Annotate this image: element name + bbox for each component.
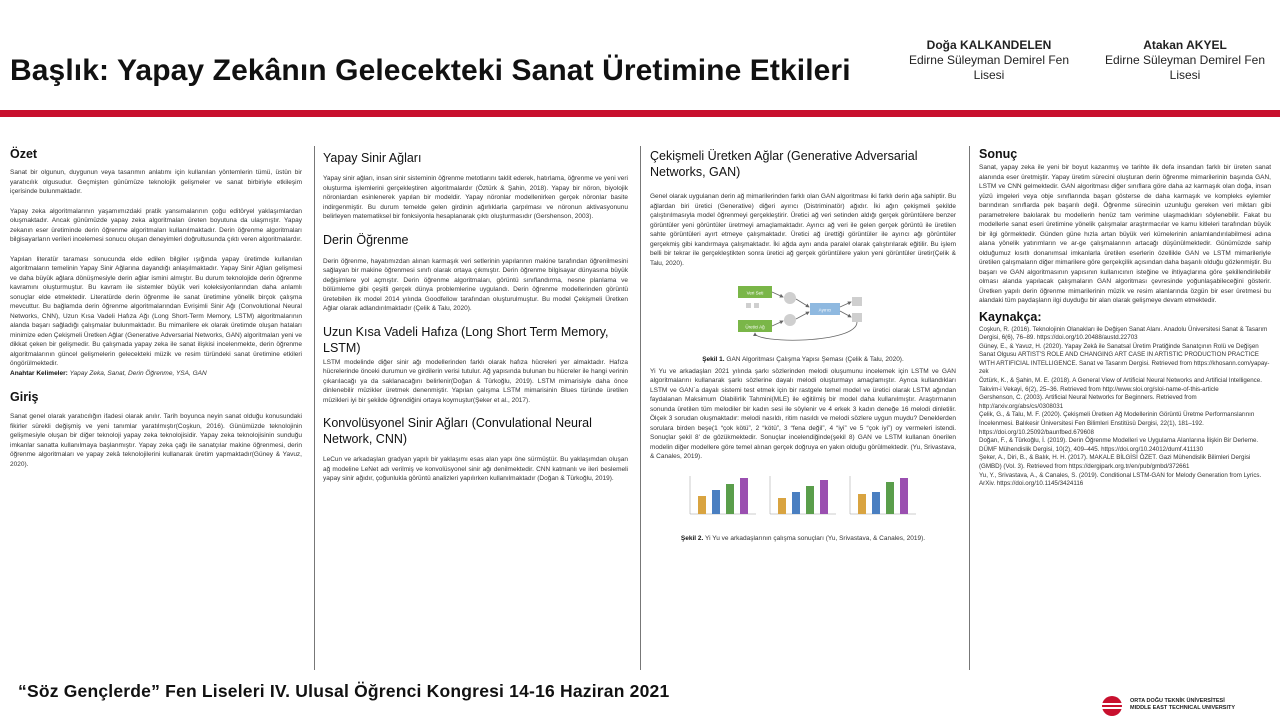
results-chart-3 (850, 476, 916, 514)
metu-logo-icon (1098, 694, 1126, 718)
reference-item: Gershenson, C. (2003). Artificial Neural Networks for Beginners. Retrieved from http://arxiv.org/abs/cs/0308031 (979, 394, 1197, 410)
intro-paragraph: Sanat genel olarak yaratıcılığın ifadesi olarak anılır. Tarih boyunca neyin sanat olduğu konusundaki fikirler sürekli değişmiş ve yeni tanımlar yaratılmıştır(Coşkun, 2016). Günümüzde teknolojinin gelişmesiyle oluşan bir diğer teknoloji yapay zeka teknolojisidir. Yapay zeka teknolojisinin sunduğu imkanlar sanatta kullanılmaya başlanmıştır. Yapay zeka çağı ile sanatçılar makine öğrenmesi, derin öğrenme algoritmaları ve yapay zekâ teknolojilerini kullanarak üretim yapmaktadır(Güney & Yavuz, 2020). (10, 413, 302, 468)
gan-diagram (650, 276, 956, 352)
header-divider-bar (0, 110, 1280, 117)
poster-title: Başlık: Yapay Zekânın Gelecekteki Sanat Üretimine Etkileri (10, 54, 851, 87)
section-heading-ozet: Özet (10, 147, 38, 161)
lstm-paragraph: LSTM modelinde diğer sinir ağı modellerinden farklı olarak hafıza hücreleri yer almaktadır. Hafıza hücrelerinde önceki durumun ve girdilerin verisi tutulur. Ağ yapısında bulunan bu hücreler ile hangi verinin çıkarılacağı ya da saklanacağını belirlenir(Doğan & Türkoğlu, 2019). LSTM mimarisiyle daha önce dinlenebilir müzikler üretmek denenmiştir. Yapılan çalışma LSTM mimarisinin Blues türünde üretilen müzikleri iyi bir şekilde öğrendiğini ortaya koymuştur(Şeker et al., 2017). (323, 358, 628, 404)
veri-seti-label: Veri Seti (746, 290, 764, 296)
ayirici-label: Ayırıcı (818, 307, 832, 313)
figure-2-caption-label: Şekil 2. (680, 534, 704, 542)
abstract-paragraph: Yapay zeka algoritmalarının yaşamımızdaki pratik yansımalarının çoğu editöryel yaklaşımlardan oluşmaktadır. Ancak günümüzde yapay zeka algoritmaları üreten boyutuna da ulaşmıştır. Yapay zekanın eser üretiminde derin öğrenme algoritmaları kullanılmaktadır. Derin öğrenme algoritmaları bilgisayarların verileri incelemesi sonucu oluşan deneyimleri doğrultusunda çıktı veren algoritmalardır. (10, 207, 302, 243)
abstract-paragraph: Sanat bir olgunun, duygunun veya tasarımın anlatımı için kullanılan yöntemlerin tümü, üstün bir yaratıcılık olgusudur. Geçmişten günümüze teknolojik gelişmeler ve sanat birbiriyle etkileşim içerisinde bulunmaktadır. (10, 169, 302, 195)
derin-ogrenme-paragraph: Derin öğrenme, hayatımızdan alınan karmaşık veri setlerinin yapılarının makine tarafından öğrenilmesini sağlayan bir makine öğrenmesi sınıfı olarak ortaya çıkmıştır. Derin öğrenme bilgisayar dünyasına büyük değişimlere yol açmıştır. Derin öğrenme algoritmaları, görüntü sınıflandırma, nesne planlama ve bölümleme gibi çeşitli gerçek dünya problemlerine uygulandı. Derin öğrenme modellerinden görüntü üretebilen ilk model 2014 yılında Goodfellow tarafından oluşturulmuştur. Bu model Çekişmeli Üretken Ağlar olarak adlandırılmaktadır (Çelik & Talu, 2020). (323, 257, 628, 312)
output-real (852, 297, 862, 306)
author-1-name: Doğa KALKANDELEN (926, 38, 1052, 52)
results-chart-1 (690, 476, 756, 514)
sonuc-paragraph: Sanat, yapay zeka ile yeni bir boyut kazanmış ve tarihte ilk defa insandan farklı bir üreten sanat alanında eser üretmiştir. Yapay üretim sürecini oluşturan derin öğrenme mimarilerinin başında GAN, LSTM ve CNN gelmektedir. GAN algoritması diğer sınıflara göre daha az karmaşık olan doğa, insan yüzü imgeleri veya obje sınıflarında başarı gösterse de daha karmaşık ve kompleks eylemler barındıran sınıflarda pek başarılı değil. Öğrenme sürecinin uzunluğu gereken veri miktarı gibi parametrelere bakılarak bu modellerin henüz tam verimine ulaşmadıkları söylenebilir. Fakat bu modellerle sanat eseri üretimine yönelik çalışmalar araştırmacılar ve kamu kitleleri tarafından büyük bir ilgi görmektedir. Günden güne hızla artan büyük veri kümelerinin anlamlandırılabilmesi adına alana yönelik yatırımların ve ar-ge çalışmalarının artacağı düşünülmektedir. Günümüzde sahip olduğumuz kısıtlı donanımsal imkanlarla üretilen eserlerin özellikle GAN ve LSTM mimarileriyle üretilen çalışmaların diğer mimarilere göre gerçekçilik açısından daha başarılı olduğu gözlenmiştir. Bu başarı ve GAN algoritmasının yapısının kullanıcının isteğine ve ihtiyaçlarına göre şekillendirilebilir olması alanda yapılacak çalışmaların GAN algoritması çevresinde yoğunlaşabileceğini gösterir. Üretken yapılı derin öğrenme mimarilerinin müzik ve resim alanlarında özgün bir eser üretmesi bu alandaki tüm paydaşların ilgi duyduğu bir alan olarak gelişmeye devam etmektedir. (979, 164, 1271, 304)
results-figure (650, 468, 956, 532)
figure-1-caption (650, 355, 956, 365)
section-heading-giris: Giriş (10, 390, 39, 404)
keywords-label: Anahtar Kelimeler: (10, 369, 68, 377)
logo-line-1: ORTA DOĞU TEKNİK ÜNİVERSİTESİ (1130, 698, 1225, 704)
keywords (10, 369, 302, 379)
fake-image-node (784, 314, 796, 326)
reference-item: Doğan, F., & Türkoğlu, İ. (2019). Derin Öğrenme Modelleri ve Uygulama Alanlarına İlişkin Bir Derleme. DÜMF Mühendislik Dergisi, 10(2), 409–445. https://doi.org/10.24012/dumf.411130 (979, 437, 1259, 453)
author-1-affiliation: Edirne Süleyman Demirel Fen (908, 53, 1070, 67)
reference-item: Coşkun, R. (2016). Teknolojinin Olanakları ile Değişen Sanat Alanı. Anadolu Üniversitesi Sanat & Tasarım Dergisi, 6(6), 76–89. https://doi.org/10.20488/austd.22703 (979, 325, 1268, 342)
reference-item: Şeker, A., Diri, B., & Balık, H. H. (2017). MAKALE BİLGİSİ ÖZET. Gazi Mühendislik Bilimleri Dergisi (GMBD) (Vol. 3). Retrieved from https://dergipark.org.tr/en/pub/gmbd/372661 (979, 454, 1251, 470)
reference-item: Güney, E., & Yavuz, H. (2020). Yapay Zekâ ile Sanatsal Üretim Pratiğinde Sanatçının Rolü ve Değişen Sanat Olgusu ARTIST'S ROLE AND CHANGING ART CASE IN ARTISTIC PRODUCTION PRACTICE WITH ARTIFICIAL INTELLIGENCE. Sanat ve Tasarım Dergisi. Retrieved from https://khosann.com/yapay-zek (979, 342, 1270, 376)
figure-1-caption-text: GAN Algoritması Çalışma Yapısı Şeması (Çelik & Talu, 2020). (726, 356, 904, 363)
real-image-node (784, 292, 796, 304)
column-3 (650, 148, 956, 673)
results-chart-2 (770, 476, 836, 514)
section-heading-gan: Çekişmeli Üretken Ağlar (Generative Adversarial Networks, GAN) (650, 149, 918, 179)
reference-item: Yu, Y., Srivastava, A., & Canales, S. (2019). Conditional LSTM-GAN for Melody Generation from Lyrics. ArXiv. https://doi.org/10.1145/3424116 (979, 471, 1262, 488)
results-figure-svg (650, 468, 956, 532)
column-divider (314, 146, 315, 670)
gan-study-paragraph: Yi Yu ve arkadaşları 2021 yılında şarkı sözlerinden melodi oluşumunu incelemek için LSTM ve GAN algoritmalarını kullanarak şarkı sözlerine dayalı melodi oluşturmayı amaçlamıştır. Ayrıca kullandıkları LSTM ve GAN`a dayalı sistemi test etmek için bir rastgele temel model ve üretici olarak LSTM ağından faydalanan Maksimum Olabilirlik Tahmini(MLE) ile eğitilmiş bir model daha kullanılmıştır. Araştırmanın sonunda üretilen tüm melodiler bir kadın sesi ile söylenir ve 4 erkek 3 kadın deneğe 16 melodi dinletilir. Ölçek 3 sorudan oluşmaktadır: melodi nasıldı, ritim nasıldı ve melodi sözlere uygun muydu? Deneklerden sorulara birden beşe(1 “çok kötü”, 2 “kötü”, 3 “fena değil”, 4 “iyi” ve 5 “çok iyi”) oy vermeleri istendi. Sonuçlar şekil 8' de gözükmektedir. Sonuçlar incelendiğinde(şekil 8) GAN ve LSTM kullanan önerilen modelin diğer modellere göre temel alınan gerçek doğruya en yakın olduğu görülmektedir. (Yu, Srivastava, & Canales, 2019). (650, 367, 956, 460)
column-2 (323, 150, 628, 670)
section-heading-lstm: Uzun Kısa Vadeli Hafıza (Long Short Term Memory, LSTM) (323, 324, 609, 355)
section-heading-cnn: Konvolüsyonel Sinir Ağları (Convulational Neural Network, CNN) (323, 416, 592, 446)
section-heading-kaynakca: Kaynakça: (979, 309, 1042, 324)
author-1-affiliation-2: Lisesi (973, 68, 1005, 82)
noise-block (754, 303, 759, 308)
abstract-paragraph: Yapılan literatür taraması sonucunda elde edilen bilgiler ışığında yapay üretimde kullanılan algoritmaların temelinin Yapay Sinir Ağlarına dayandığı anlaşılmaktadır. Yapay Sinir Ağları gelişmesi ve daha büyük ağlara dönüşmesiyle derin ağlar ismini almıştır. Bu durum teknolojide derin öğrenme kavramını oluşturmuştur. Bu kavram ile sistemler büyük veri koleksiyonlarından daha anlamlı sonuçlar elde etmektedir. Literatürde derin öğrenme ile sanat üretimine yönelik birçok çalışma mevcuttur. Bu bağlamda derin öğrenme algoritmalarından Evrişimli Sinir Ağı (Convolutional Neural Networks, CNN), Uzun Kısa Vadeli Hafıza Ağı (Long Short-Term Memory, LSTM) algoritmalarının alanda başarı sağladığı çalışmalar bulunmaktadır. Bu mimarilere ek olarak üretimde oluşan hataları minimize eden Çekişmeli Üretken Ağlar (Generative Adversarial Networks, GAN) algoritmaları yeni ve dikkat çeken bir gelişmedir. Bu çalışmada yapay zeka ile sanat ilişkisi incelenmekte, derin öğrenme algoritmalarının güncel gelişmelerin gelecekteki müzik ve resim türündeki sanat üretimine etkileri öngörülmektedir. (10, 255, 302, 367)
uretici-ag-label: Üretici Ağ (745, 324, 765, 330)
output-fake (852, 313, 862, 322)
gan-diagram-svg (650, 276, 956, 352)
column-divider (969, 146, 970, 670)
column-1 (10, 146, 302, 676)
figure-2-caption-text: Yi Yu ve arkadaşlarının çalışma sonuçları (Yu, Srivastava, & Canales, 2019). (705, 534, 926, 542)
figure-2-caption (650, 534, 956, 544)
column-divider (640, 146, 641, 670)
logo-line-2: MIDDLE EAST TECHNICAL UNIVERSITY (1130, 705, 1236, 711)
references-list (979, 326, 1271, 489)
reference-item: Öztürk, K., & Şahin, M. E. (2018). A General View of Artificial Neural Networks and Artificial Intelligence. Takvim-i Vekayi, 6(2), 25–36. Retrieved from http://www.sloi.org/sloi-name-of-this-article (979, 377, 1262, 393)
reference-item: Çelik, G., & Talu, M. F. (2020). Çekişmeli Üretken Ağ Modellerinin Görüntü Üretme Performanslarının İncelenmesi. Balıkesir Üniversitesi Fen Bilimleri Enstitüsü Dergisi, 22(1), 181–192. https://doi.org/10.25092/baunfbed.679608 (979, 411, 1255, 436)
figure-1-caption-label: Şekil 1. (702, 356, 725, 363)
cnn-paragraph: LeCun ve arkadaşları gradyan yapılı bir yaklaşımı esas alan yapı öne sürmüştür. Bu yaklaşımdan oluşan ağ modeline LeNet adı verilmiş ve konvolüsyonel sinir ağı denilmektedir. CNN katmanlı ve ileri beslemeli yapay sinir ağıdır, çoğunlukla görüntü analizleri yapılırken kullanılmaktadır (Doğan & Türkoğlu, 2019). (323, 456, 628, 482)
keywords-text: Yapay Zeka, Sanat, Derin Öğrenme, YSA, GAN (69, 369, 207, 377)
footer-conference-title: “Söz Gençlerde” Fen Liseleri IV. Ulusal Öğrenci Kongresi 14-16 Haziran 2021 (18, 681, 670, 701)
author-2 (1100, 38, 1270, 83)
metu-logo-text (1130, 698, 1235, 712)
author-2-affiliation-2: Lisesi (1169, 68, 1201, 82)
author-2-affiliation: Edirne Süleyman Demirel Fen (1104, 53, 1266, 67)
section-heading-derin-ogrenme: Derin Öğrenme (323, 232, 409, 247)
section-heading-ysa: Yapay Sinir Ağları (323, 151, 422, 165)
ysa-paragraph: Yapay sinir ağları, insan sinir sisteminin öğrenme metotlarını taklit ederek, hatırlama, öğrenme ve yeni veri oluşturma işlemlerini gerçekleştiren algoritmalardır (Öztürk & Şahin, 2018). Yapay bir nöron, biyolojik nöronlardan esinlenerek yapılan bir modeldir. Yapay nöronlar modellenirken gerçek nöronlar basite indirgenmiştir. Bu durum temelde gelen girdinin ağırlıklarla çarpılması ve nöronun aktivasyonunu belirleyen matematiksel bir fonksiyonla hesaplanarak çıktı oluşturmasıdır (Gershenson, 2003). (323, 175, 628, 220)
author-2-name: Atakan AKYEL (1143, 38, 1227, 52)
section-heading-sonuc: Sonuç (979, 147, 1018, 161)
noise-block (746, 303, 751, 308)
gan-paragraph: Genel olarak uygulanan derin ağ mimarilerinden farklı olan GAN algoritması iki farklı derin ağa sahiptir. Bu ağlardan biri üretici (Generative) diğeri ayırıcı (Distriminatör) ağıdır. İki ağın çekişmeli şekilde çalıştırılmasıyla model öğrenmeyi gerçekleştirir. Üretici ağ veri setinden aldığı gerçek görüntülere benzer görüntüler yeni görüntüler üretmeyi amaçlamaktadır. Ayırıcı ağ veri ile gelen gerçek görüntü ile üretilen sahte görüntüleri ayırt etmeye çalışmaktadır. Üretici ağ ürettiği görüntüler ile ayırıcı ağı görüntüler gerçekmiş gibi kandırmaya çalışmaktadır. İki ağda aynı anda paralel olarak çalıştırılarak eğitilir. Bu işlem belli bir tekrar ile gerçekleştikten sonra üretici ağ gerçek görüntülere yakın yeni görüntüler üretir(Çelik & Talu, 2020). (650, 193, 956, 267)
author-1 (904, 38, 1074, 83)
column-4 (979, 146, 1271, 616)
